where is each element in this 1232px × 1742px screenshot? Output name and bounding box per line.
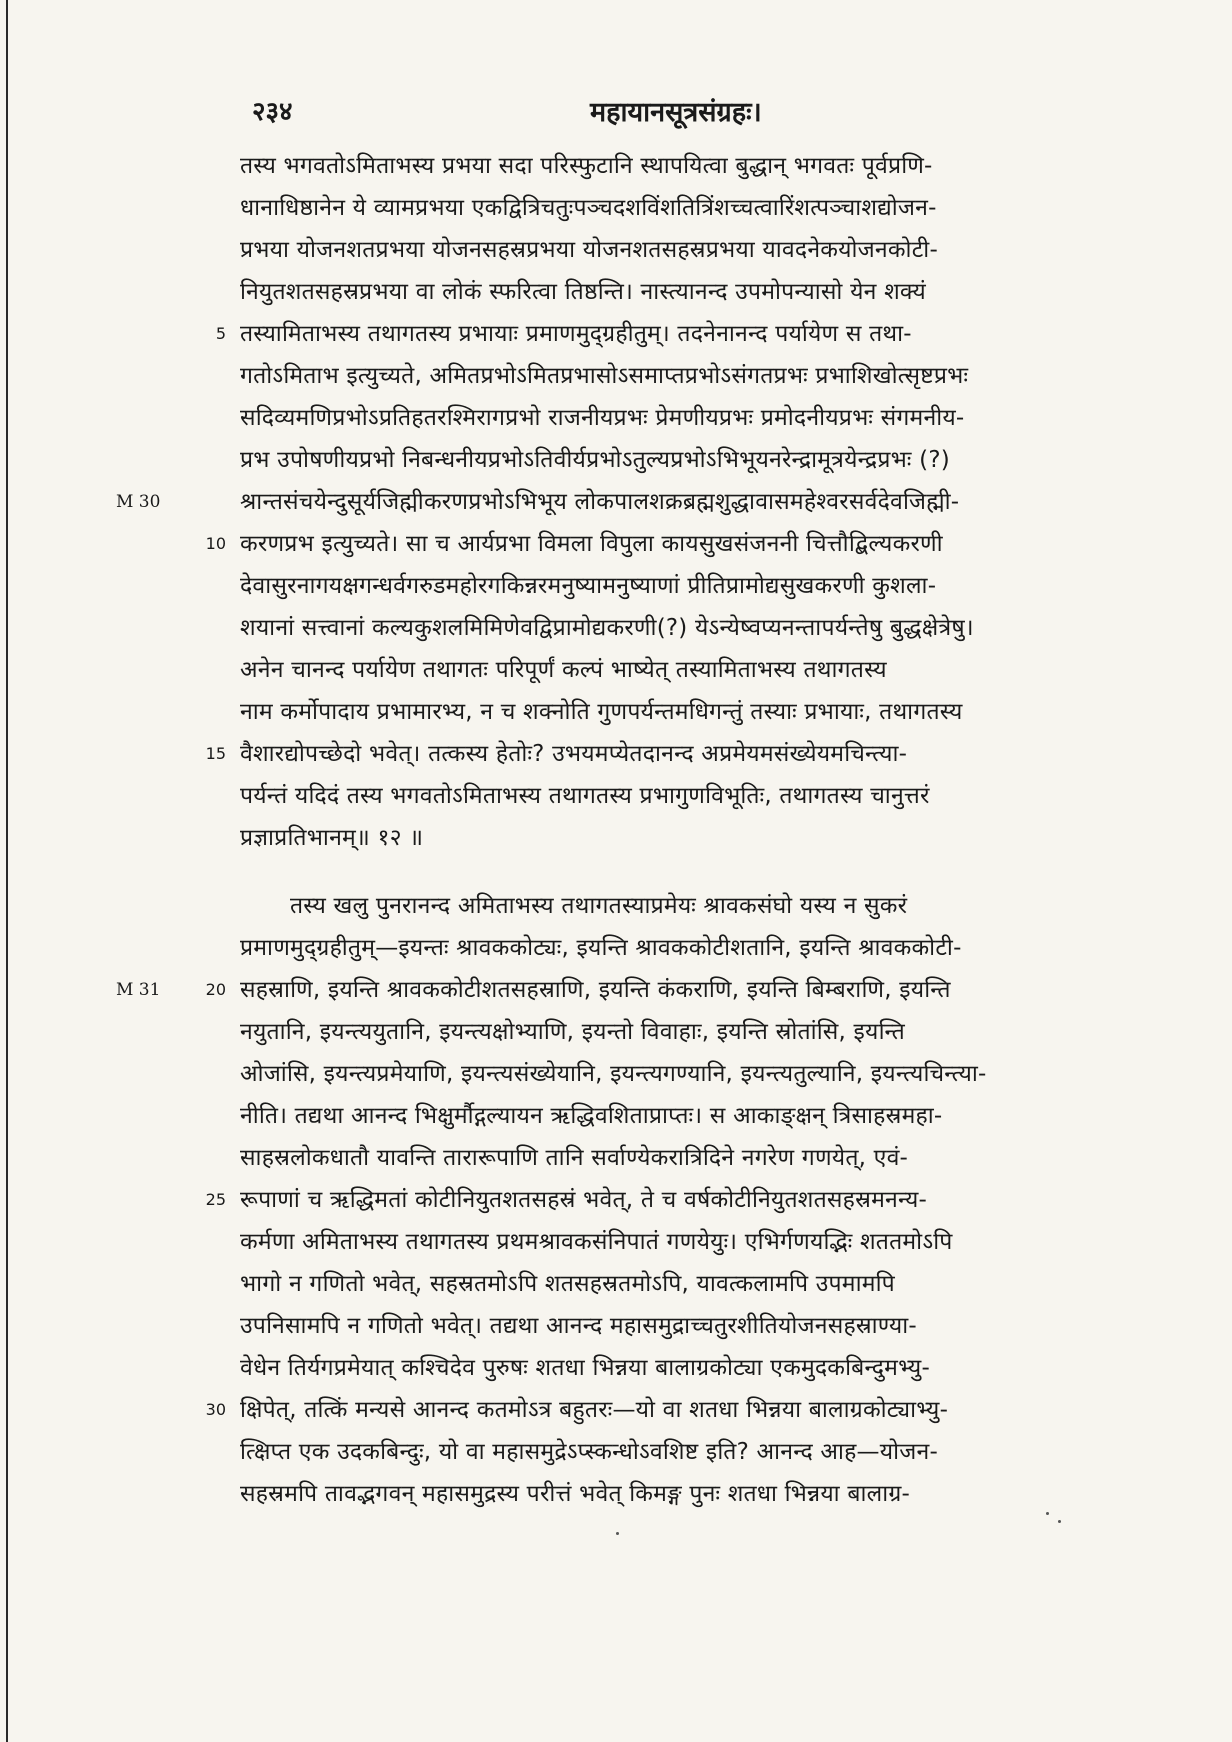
text-line: शयानां सत्त्वानां कल्यकुशलमिमिणेवद्विप्रामोद्यकरणी(?) येऽन्येष्वप्यनन्तापर्यन्तेषु बुद्धक्षेत्रेषु। — [240, 615, 974, 641]
text-line: श्रान्तसंचयेन्दुसूर्यजिह्मीकरणप्रभोऽभिभूय लोकपालशक्रब्रह्मशुद्धावासमहेश्वरसर्वदेवजिह्मी- — [240, 489, 960, 515]
text-line: प्रभ उपोषणीयप्रभो निबन्धनीयप्रभोऽतिवीर्यप्रभोऽतुल्यप्रभोऽभिभूयनरेन्द्रामूत्रयेन्द्रप्रभः (?) — [240, 447, 950, 473]
text-line: देवासुरनागयक्षगन्धर्वगरुडमहोरगकिन्नरमनुष्यामनुष्याणां प्रीतिप्रामोद्यसुखकरणी कुशला- — [240, 573, 937, 599]
text-line: पर्यन्तं यदिदं तस्य भगवतोऽमिताभस्य तथागतस्य प्रभागुणविभूतिः, तथागतस्य चानुत्तरं — [240, 783, 930, 809]
text-line: प्रभया योजनशतप्रभया योजनसहस्रप्रभया योजनशतसहस्रप्रभया यावदनेकयोजनकोटी- — [240, 237, 938, 263]
text-line: नियुतशतसहस्रप्रभया वा लोकं स्फरित्वा तिष्ठन्ति। नास्त्यानन्द उपमोपन्यासो येन शक्यं — [240, 279, 926, 305]
text-line: सदिव्यमणिप्रभोऽप्रतिहतरश्मिरागप्रभो राजनीयप्रभः प्रेमणीयप्रभः प्रमोदनीयप्रभः संगमनीय- — [240, 405, 965, 431]
text-line: प्रज्ञाप्रतिभानम्॥ १२ ॥ — [240, 825, 424, 851]
text-line: तस्यामिताभस्य तथागतस्य प्रभायाः प्रमाणमुद्ग्रहीतुम्। तदनेनानन्द पर्यायेण स तथा- — [240, 321, 912, 347]
page-edge-line — [6, 0, 8, 1742]
text-line: ओजांसि, इयन्त्यप्रमेयाणि, इयन्त्यसंख्येयानि, इयन्त्यगण्यानि, इयन्त्यतुल्यानि, इयन्त्यचिन्त्या- — [240, 1061, 987, 1087]
text-line: नीति। तद्यथा आनन्द भिक्षुर्मौद्गल्यायन ऋद्धिवशिताप्राप्तः। स आकाङ्क्षन् त्रिसाहस्रमहा- — [240, 1103, 943, 1129]
text-line: तस्य भगवतोऽमिताभस्य प्रभया सदा परिस्फुटानि स्थापयित्वा बुद्धान् भगवतः पूर्वप्रणि- — [240, 153, 933, 179]
text-line: वेधेन तिर्यगप्रमेयात् कश्चिदेव पुरुषः शतधा भिन्नया बालाग्रकोट्या एकमुदकबिन्दुमभ्यु- — [240, 1355, 930, 1381]
text-line: कर्मणा अमिताभस्य तथागतस्य प्रथमश्रावकसंनिपातं गणयेयुः। एभिर्गणयद्भिः शततमोऽपि — [240, 1229, 953, 1255]
text-line: करणप्रभ इत्युच्यते। सा च आर्यप्रभा विमला विपुला कायसुखसंजननी चित्तौद्बिल्यकरणी — [240, 531, 943, 557]
running-title: महायानसूत्रसंग्रहः। — [590, 97, 762, 128]
text-line: उपनिसामपि न गणितो भवेत्। तद्यथा आनन्द महासमुद्राच्चतुरशीतियोजनसहस्राण्या- — [240, 1313, 917, 1339]
text-line: तस्य खलु पुनरानन्द अमिताभस्य तथागतस्याप्रमेयः श्रावकसंघो यस्य न सुकरं — [290, 893, 908, 919]
text-line: साहस्रलोकधातौ यावन्ति तारारूपाणि तानि सर्वाण्येकरात्रिदिने नगरेण गणयेत्, एवं- — [240, 1145, 909, 1171]
page-header — [0, 92, 1232, 132]
line-number: 25 — [205, 1190, 226, 1209]
page-number: २३४ — [252, 97, 293, 127]
text-line: त्क्षिप्त एक उदकबिन्दुः, यो वा महासमुद्रेऽप्स्कन्धोऽवशिष्ट इति? आनन्द आह—योजन- — [240, 1439, 938, 1465]
margin-reference: M 30 — [116, 492, 161, 512]
line-number: 15 — [205, 744, 226, 763]
line-number: 5 — [215, 324, 226, 343]
line-number: 10 — [205, 534, 226, 553]
scan-speck — [616, 1532, 619, 1535]
text-line: क्षिपेत्, तत्किं मन्यसे आनन्द कतमोऽत्र बहुतरः—यो वा शतधा भिन्नया बालाग्रकोट्याभ्यु- — [240, 1397, 949, 1423]
line-number: 30 — [205, 1400, 226, 1419]
text-line: भागो न गणितो भवेत्, सहस्रतमोऽपि शतसहस्रतमोऽपि, यावत्कलामपि उपमामपि — [240, 1271, 895, 1297]
text-line: सहस्राणि, इयन्ति श्रावककोटीशतसहस्राणि, इयन्ति कंकराणि, इयन्ति बिम्बराणि, इयन्ति — [240, 977, 951, 1003]
text-line: धानाधिष्ठानेन ये व्यामप्रभया एकद्वित्रिचतुःपञ्चदशविंशतित्रिंशच्चत्वारिंशत्पञ्चाशद्योजन- — [240, 195, 937, 221]
scan-speck — [1058, 1520, 1061, 1523]
text-line: नाम कर्मोपादाय प्रभामारभ्य, न च शक्नोति गुणपर्यन्तमधिगन्तुं तस्याः प्रभायाः, तथागतस्य — [240, 699, 963, 725]
margin-reference: M 31 — [116, 980, 161, 1000]
scan-speck — [1046, 1512, 1049, 1515]
text-line: सहस्रमपि तावद्भगवन् महासमुद्रस्य परीत्तं भवेत् किमङ्ग पुनः शतधा भिन्नया बालाग्र- — [240, 1481, 911, 1507]
text-line: रूपाणां च ऋद्धिमतां कोटीनियुतशतसहस्रं भवेत्, ते च वर्षकोटीनियुतशतसहस्रमनन्य- — [240, 1187, 928, 1213]
text-line: प्रमाणमुद्ग्रहीतुम्—इयन्तः श्रावककोट्यः, इयन्ति श्रावककोटीशतानि, इयन्ति श्रावककोटी- — [240, 935, 962, 961]
text-line: अनेन चानन्द पर्यायेण तथागतः परिपूर्णं कल्पं भाष्येत् तस्यामिताभस्य तथागतस्य — [240, 657, 887, 683]
line-number: 20 — [205, 980, 226, 999]
text-line: गतोऽमिताभ इत्युच्यते, अमितप्रभोऽमितप्रभासोऽसमाप्तप्रभोऽसंगतप्रभः प्रभाशिखोत्सृष्टप्रभः — [240, 363, 969, 389]
text-line: नयुतानि, इयन्त्ययुतानि, इयन्त्यक्षोभ्याणि, इयन्तो विवाहाः, इयन्ति स्रोतांसि, इयन्ति — [240, 1019, 905, 1045]
text-line: वैशारद्योपच्छेदो भवेत्। तत्कस्य हेतोः? उभयमप्येतदानन्द अप्रमेयमसंख्येयमचिन्त्या- — [240, 741, 908, 767]
